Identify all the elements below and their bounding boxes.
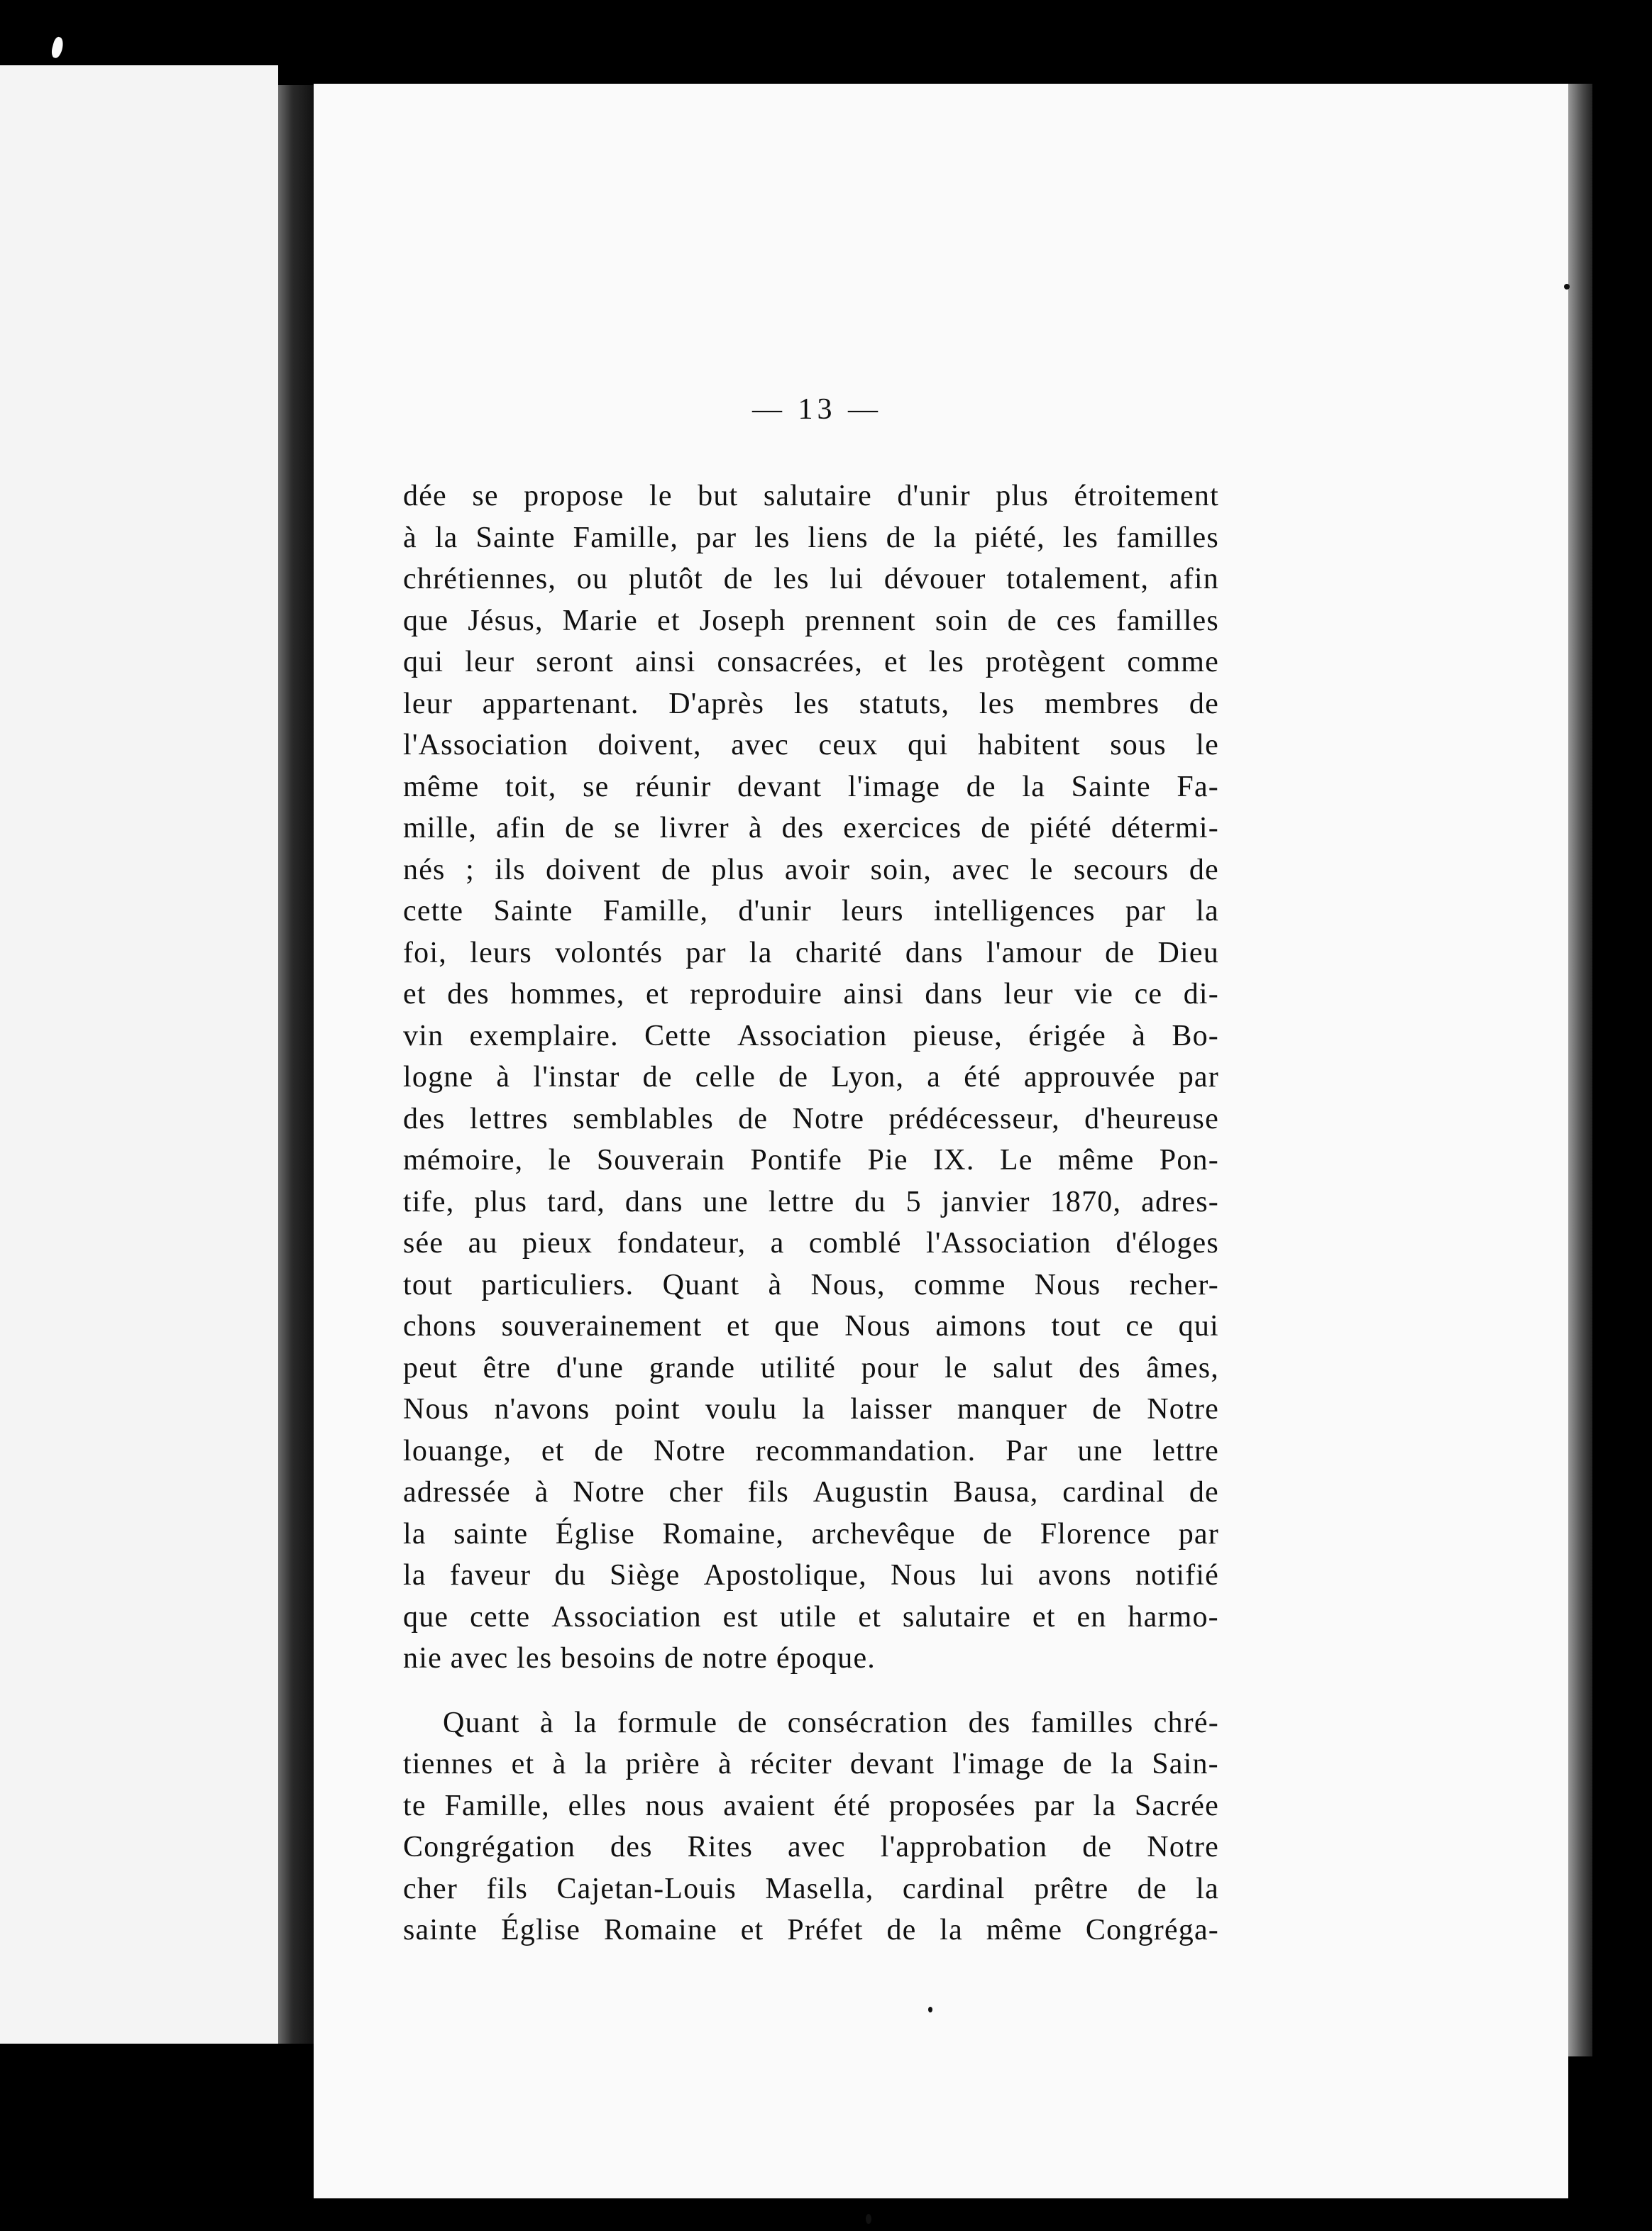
text-line: que Jésus, Marie et Joseph prennent soin de ces familles — [403, 604, 1219, 637]
text-line: te Famille, elles nous avaient été proposées par la Sacrée — [403, 1789, 1219, 1822]
ink-speck — [928, 2007, 932, 2012]
text-line: peut être d'une grande utilité pour le salut des âmes, — [403, 1351, 1219, 1384]
text-line: mille, afin de se livrer à des exercices de piété détermi- — [403, 812, 1219, 844]
scan-artifact-mark — [50, 36, 65, 60]
text-line: Nous n'avons point voulu la laisser manquer de Notre — [403, 1393, 1219, 1426]
text-line: l'Association doivent, avec ceux qui habitent sous le — [403, 729, 1219, 761]
text-line: des lettres semblables de Notre prédécesseur, d'heureuse — [403, 1102, 1219, 1135]
text-line: même toit, se réunir devant l'image de la Sainte Fa- — [403, 770, 1219, 803]
text-line: leur appartenant. D'après les statuts, les membres de — [403, 687, 1219, 720]
text-line: sainte Église Romaine et Préfet de la même Congréga- — [403, 1914, 1219, 1946]
text-line: Quant à la formule de consécration des familles chré- — [443, 1706, 1219, 1739]
text-line: adressée à Notre cher fils Augustin Bausa, cardinal de — [403, 1476, 1219, 1509]
text-line: chrétiennes, ou plutôt de les lui dévouer totalement, afin — [403, 563, 1219, 595]
text-line: cher fils Cajetan-Louis Masella, cardinal prêtre de la — [403, 1872, 1219, 1905]
ink-speck — [1564, 284, 1570, 290]
right-page-text — [403, 475, 1219, 1951]
text-line: chons souverainement et que Nous aimons tout ce qui — [403, 1310, 1219, 1343]
text-line: nés ; ils doivent de plus avoir soin, avec le secours de — [403, 853, 1219, 886]
text-line: à la Sainte Famille, par les liens de la piété, les familles — [403, 521, 1219, 554]
text-line: sée au pieux fondateur, a comblé l'Association d'éloges — [403, 1227, 1219, 1260]
left-page — [0, 65, 278, 2044]
text-line: dée se propose le but salutaire d'unir plus étroitement — [403, 480, 1219, 512]
text-line: tife, plus tard, dans une lettre du 5 janvier 1870, adres- — [403, 1185, 1219, 1218]
text-line: la faveur du Siège Apostolique, Nous lui avons notifié — [403, 1559, 1219, 1592]
text-line: et des hommes, et reproduire ainsi dans leur vie ce di- — [403, 978, 1219, 1010]
text-line: vin exemplaire. Cette Association pieuse, érigée à Bo- — [403, 1019, 1219, 1052]
text-line: que cette Association est utile et salutaire et en harmo- — [403, 1600, 1219, 1634]
page-edge-shadow — [1568, 84, 1592, 2056]
text-line: foi, leurs volontés par la charité dans l'amour de Dieu — [403, 936, 1219, 969]
text-line: louange, et de Notre recommandation. Par une lettre — [403, 1434, 1219, 1467]
text-line: nie avec les besoins de notre époque. — [403, 1642, 876, 1675]
text-line: Congrégation des Rites avec l'approbation de Notre — [403, 1831, 1219, 1863]
text-line: tiennes et à la prière à réciter devant l'image de la Sain- — [403, 1748, 1219, 1780]
text-line: mémoire, le Souverain Pontife Pie IX. Le même Pon- — [403, 1144, 1219, 1177]
text-line: cette Sainte Famille, d'unir leurs intelligences par la — [403, 895, 1219, 927]
text-line: qui leur seront ainsi consacrées, et les protègent comme — [403, 646, 1219, 678]
ink-speck — [866, 2214, 871, 2224]
page-number: — 13 — — [752, 393, 882, 426]
text-line: la sainte Église Romaine, archevêque de Florence par — [403, 1517, 1219, 1550]
text-line: tout particuliers. Quant à Nous, comme Nous recher- — [403, 1268, 1219, 1301]
text-line: logne à l'instar de celle de Lyon, a été approuvée par — [403, 1061, 1219, 1094]
book-gutter — [278, 85, 314, 2044]
